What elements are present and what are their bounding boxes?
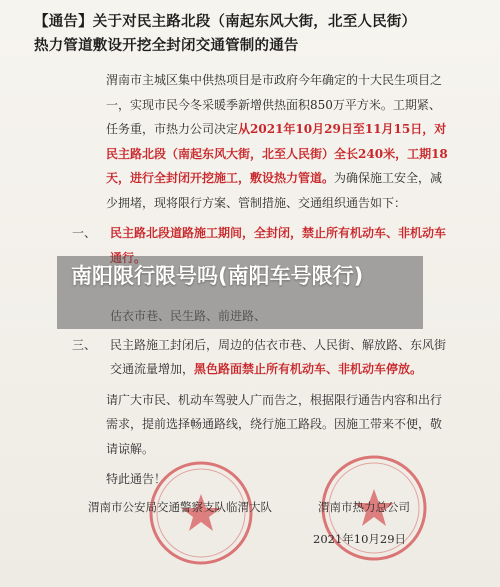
notice-date: 2021年10月29日 [313, 532, 407, 546]
paragraph-1 [72, 68, 450, 215]
p1-seg-0: 渭南市主城区集中供热项目是市政府今年确定的十大民生项目 [106, 73, 431, 87]
item-3-text-3: 车停放。 [374, 362, 423, 376]
item-1-text: 民主路北段道路施工期间，全封闭，禁止所有机动车、非 [110, 226, 411, 240]
signer-heat-company: 渭南市热力总公司 [318, 500, 410, 514]
headline-overlay [57, 256, 423, 329]
p1-seg-5: 行全封闭开挖施工，敷设热力管道。 [142, 171, 335, 185]
overlay-headline: 南阳限行限号吗(南阳车号限行) [71, 264, 364, 288]
closing-2: 需求，提前选择畅通路线，绕行施工路段。因施工带来不便，敬请谅 [106, 417, 443, 456]
p1-seg-7: 将限行方案、管制措施、交通组织通告如下： [166, 195, 407, 210]
item-1-number: 一、 [72, 226, 97, 240]
special-notice: 特此通告！ [106, 472, 167, 486]
p1-seg-1: 之一，实现市民今冬采暖季新增供热面积850万平方米。工期紧、任 [106, 73, 443, 136]
notice-title [34, 10, 474, 58]
closing-1: 请广大市民、机动车驾驶人广而告之，根据限行通告内容和出行 [106, 392, 443, 407]
title-line-2: 热力管道敷设开挖全封闭交通管制的通告 [34, 37, 299, 54]
item-3-text-2a: 东风街交通流量增加， [110, 337, 447, 376]
p1-seg-6: 为确保施工安全，减少拥堵，现 [106, 171, 443, 210]
signer-police: 渭南市公安局交通警察支队临渭大队 [88, 500, 272, 514]
p1-seg-2: 务重，市热力公司决定 [118, 122, 239, 136]
p1-seg-4: 路北段（南起东风大街，北至人民街）全长240米，工期18天，进 [106, 146, 448, 185]
item-3 [72, 333, 450, 382]
item-1-text-2: 机动车 [410, 226, 447, 240]
closing-3: 解。 [130, 441, 155, 456]
title-line-1: 【通告】关于对民主路北段（南起东风大街，北至人民街） [34, 13, 417, 30]
p1-seg-3: 从2021年10月29日至11月15日，对民主 [106, 122, 447, 161]
closing-paragraph [72, 388, 450, 462]
item-3-number: 三、 [72, 337, 97, 352]
item-3-text-1: 民主路施工封闭后，周边的估衣市巷、人民街、解放路、 [110, 337, 411, 352]
item-3-text-2b: 黑色路面禁止所有机动车、非机动 [194, 362, 375, 376]
